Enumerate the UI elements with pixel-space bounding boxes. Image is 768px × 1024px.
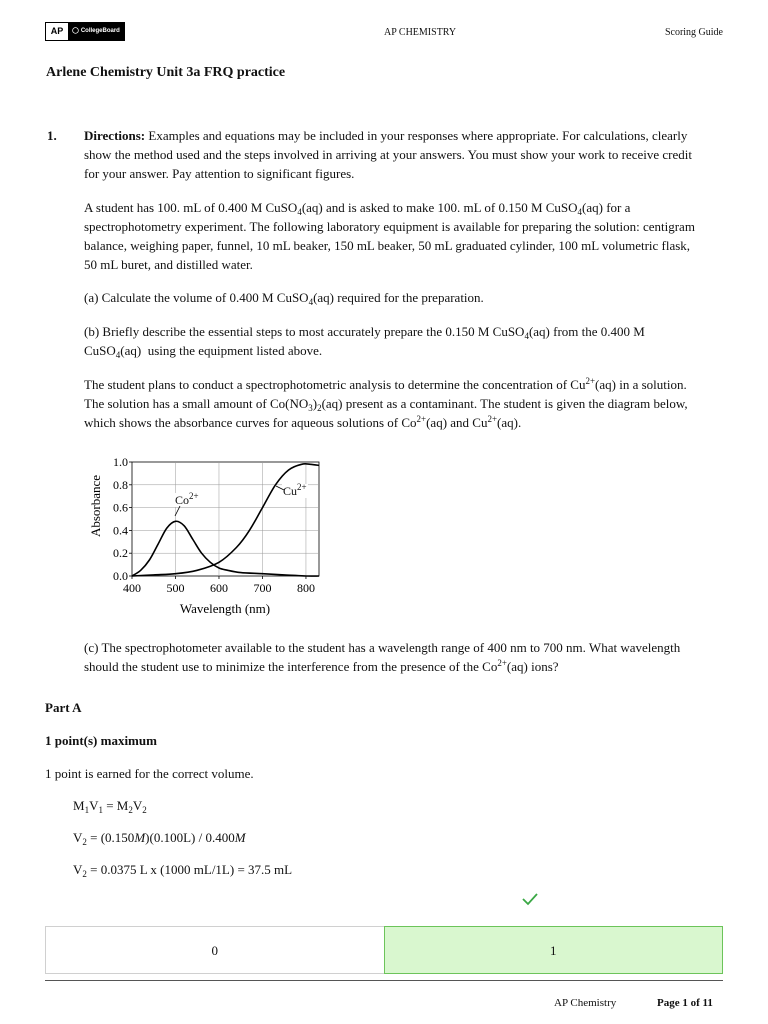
footer-subject: AP Chemistry <box>554 997 617 1009</box>
part-a-prompt: (a) Calculate the volume of 0.400 M CuSO$_4$(aq) required for the preparation. <box>84 290 484 307</box>
part-a-heading: Part A <box>45 700 82 715</box>
directions-text: Examples and equations may be included in your responses where appropriate. For calculations, clearly show the method used and the steps involved in arriving at your answers. You must show your work to receive credit for your answer. Pay attention to significant figures. <box>84 128 693 181</box>
page-number: Page 1 of 11 <box>657 997 713 1009</box>
x-tick-label: 700 <box>253 581 272 595</box>
y-tick-label: 0.8 <box>113 477 128 492</box>
cu-annotation: $Cu^{2+}$ <box>283 482 307 498</box>
x-tick-label: 800 <box>296 581 315 595</box>
y-tick-label: 0.0 <box>113 569 128 583</box>
equation-dilution: $M_1V_1 = M_2V_2$ <box>73 798 147 815</box>
x-tick-label: 600 <box>209 581 228 595</box>
score-options <box>45 926 723 974</box>
header-subject: AP CHEMISTRY <box>384 27 457 38</box>
acorn-icon: ◯ <box>72 28 79 34</box>
equation-convert-ml: $V_2 = 0.0375$ L x (1000 mL/1L) = 37.5 mL <box>73 862 293 879</box>
part-b-prompt: (b) Briefly describe the essential steps to most accurately prepare the 0.150 M CuSO$_4$(aq) from the 0.400 M CuSO$_4$(aq) using the equipment listed above. <box>84 324 645 360</box>
earned-criteria: 1 point is earned for the correct volume. <box>45 766 254 781</box>
x-axis-label: Wavelength (nm) <box>179 601 271 616</box>
y-axis-label: Absorbance <box>88 474 103 538</box>
header-guide: Scoring Guide <box>664 27 723 38</box>
x-tick-label: 500 <box>166 581 185 595</box>
y-tick-label: 0.6 <box>113 500 128 515</box>
ap-collegeboard-logo <box>45 22 125 41</box>
question-number: 1. <box>47 128 57 143</box>
logo-ap-text: AP <box>50 26 64 36</box>
score-option-0[interactable]: 0 <box>46 927 385 973</box>
equation-solve-v2: $V_2 = (0.150M)(0.100L) / 0.400M$ <box>73 830 246 847</box>
analysis-paragraph: The student plans to conduct a spectrophotometric analysis to determine the concentration of $Cu^{2+}(aq)$ in a solution. The solution has a small amount of $Co(NO_3)_2(aq)$ present as a contaminant. The student is given the diagram below, which shows the absorbance curves for aqueous solutions of $Co^{2+}(aq)$ and $Cu^{2+}(aq)$. <box>84 376 688 430</box>
page-title: Arlene Chemistry Unit 3a FRQ practice <box>46 65 286 80</box>
part-c-prompt: (c) The spectrophotometer available to the student has a wavelength range of 400 nm to 700 nm. What wavelength should the student use to minimize the interference from the presence of the $Co^{2+}(aq)$ ions? <box>84 640 681 674</box>
plot-frame <box>132 462 319 576</box>
checkmark-icon <box>520 890 540 908</box>
score-option-1[interactable]: 1 <box>384 926 724 974</box>
series-line-co <box>132 521 319 576</box>
logo-collegeboard <box>68 23 124 40</box>
y-tick-label: 0.2 <box>113 546 128 561</box>
x-tick-label: 400 <box>123 581 141 595</box>
co-annotation: $Co^{2+}$ <box>175 491 199 507</box>
max-points: 1 point(s) maximum <box>45 733 157 748</box>
y-tick-label: 1.0 <box>113 455 128 469</box>
student-paragraph: A student has 100. mL of 0.400 M CuSO$_4$(aq) and is asked to make 100. mL of 0.150 M CuSO$_4$(aq) for a spectrophotometry experiment. The following laboratory equipment is available for preparing the solution: centigram balance, weighing paper, funnel, 10 mL beaker, 150 mL beaker, 50 mL graduated cylinder, 100 mL volumetric flask, 50 mL buret, and distilled water. <box>84 200 695 272</box>
directions-label: Directions: <box>84 128 146 143</box>
directions-paragraph <box>84 126 704 183</box>
y-tick-label: 0.4 <box>113 523 128 538</box>
absorbance-chart <box>86 450 326 620</box>
logo-cb-text: CollegeBoard <box>80 28 120 34</box>
footer-divider <box>45 980 723 981</box>
